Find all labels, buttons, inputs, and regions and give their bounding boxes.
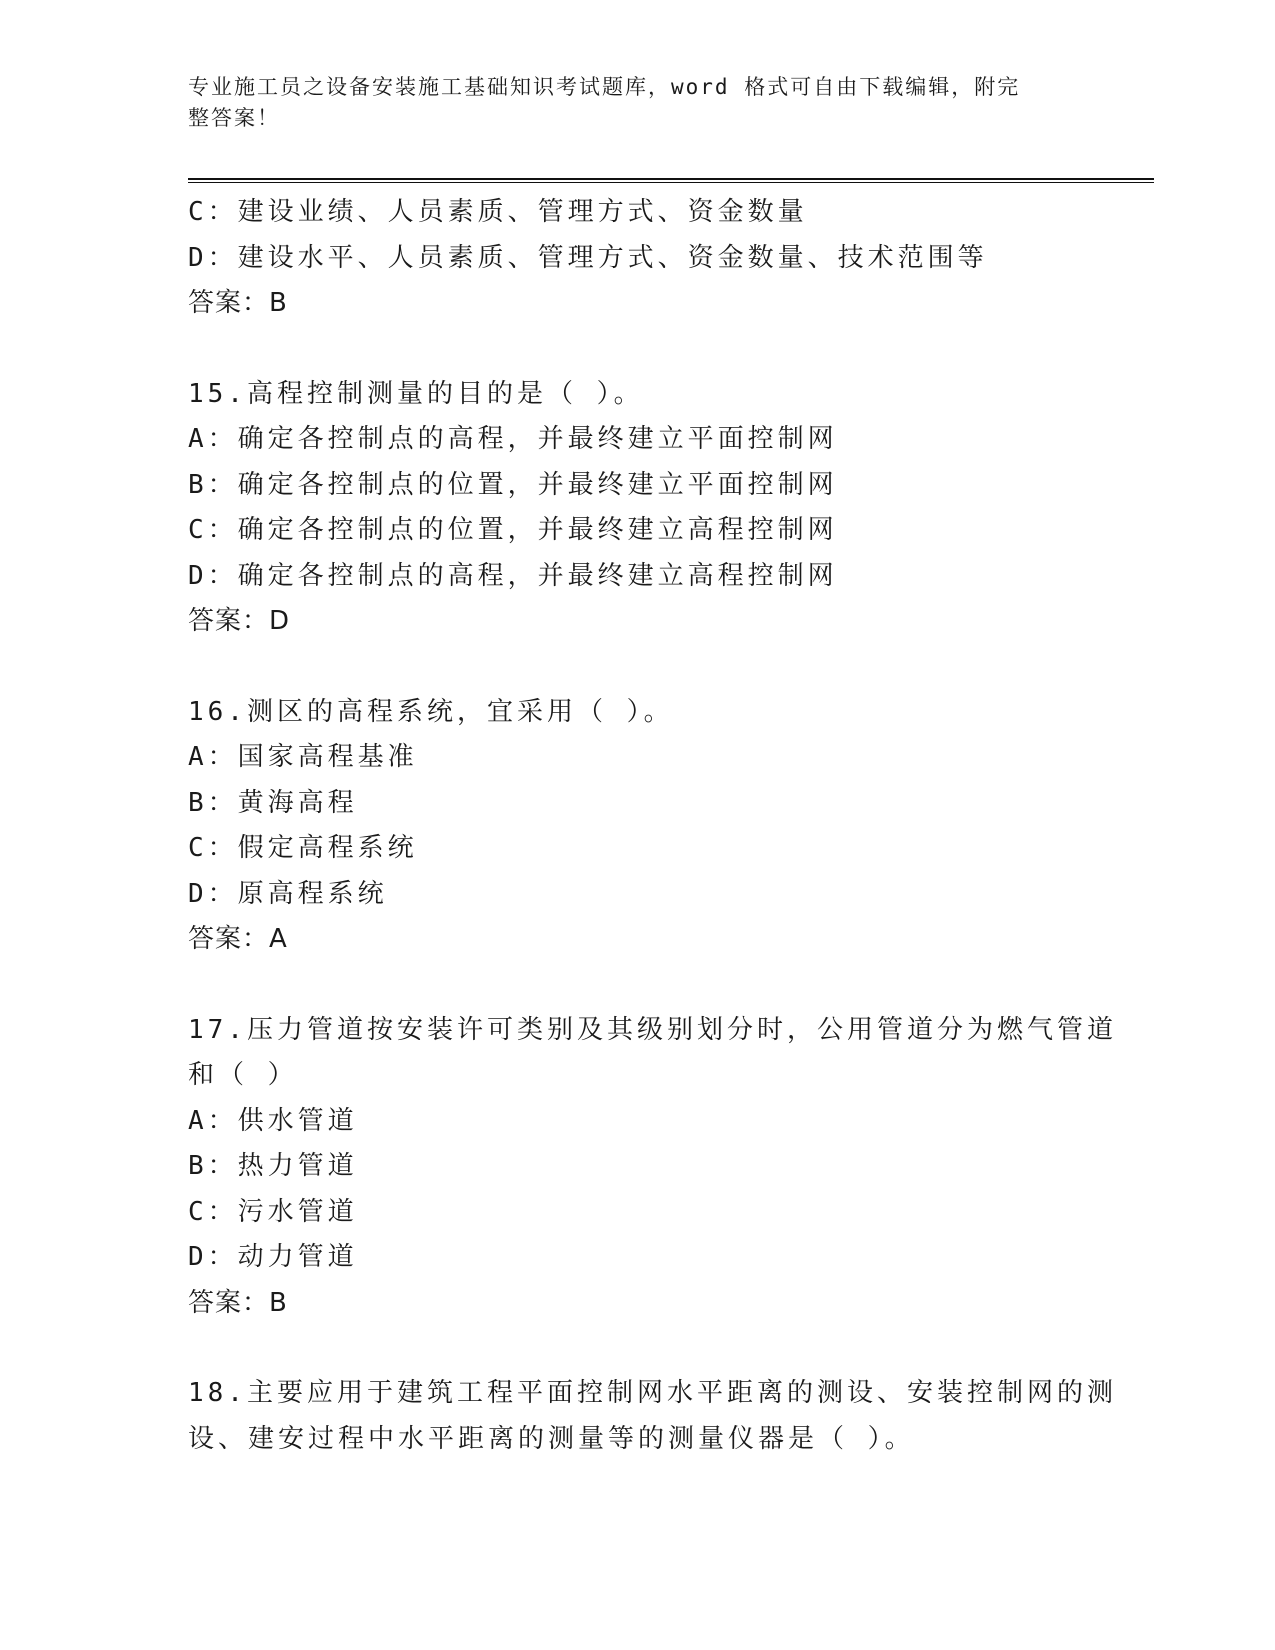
header-line-2: 整答案！: [188, 106, 280, 130]
question-14-tail: [188, 190, 1088, 327]
question-stem: 17.压力管道按安装许可类别及其级别划分时，公用管道分为燃气管道: [188, 1014, 1117, 1045]
document-header: [188, 72, 1068, 134]
question-15: [188, 372, 1088, 645]
option-d: D：动力管道: [188, 1242, 358, 1272]
answer: 答案：B: [188, 1287, 288, 1318]
answer: 答案：A: [188, 924, 288, 954]
question-stem-cont: 设、建安过程中水平距离的测量等的测量仪器是（ ）。: [188, 1423, 915, 1454]
option-c: C：确定各控制点的位置，并最终建立高程控制网: [188, 515, 838, 545]
spacer: [188, 327, 1088, 372]
question-stem: 18.主要应用于建筑工程平面控制网水平距离的测设、安装控制网的测: [188, 1378, 1117, 1408]
option-a: A：确定各控制点的高程，并最终建立平面控制网: [188, 424, 838, 454]
question-16: [188, 690, 1088, 963]
option-a: A：供水管道: [188, 1105, 358, 1136]
question-list: [188, 190, 1117, 1462]
answer: 答案：B: [188, 288, 288, 318]
answer: 答案：D: [188, 606, 291, 636]
option-b: B：黄海高程: [188, 787, 358, 818]
question-17: [188, 1008, 1117, 1327]
question-stem-cont: 和（ ）: [188, 1060, 298, 1090]
option-d: D：原高程系统: [188, 878, 388, 909]
option-b: B：确定各控制点的位置，并最终建立平面控制网: [188, 469, 838, 500]
question-stem: 16.测区的高程系统，宜采用（ ）。: [188, 696, 674, 727]
option-c: C：污水管道: [188, 1196, 358, 1227]
option-d: D：建设水平、人员素质、管理方式、资金数量、技术范围等: [188, 242, 988, 273]
question-stem: 15.高程控制测量的目的是（ ）。: [188, 378, 644, 409]
header-divider-thick: [188, 178, 1154, 180]
option-a: A：国家高程基准: [188, 742, 418, 772]
option-c: C：建设业绩、人员素质、管理方式、资金数量: [188, 197, 808, 227]
option-d: D：确定各控制点的高程，并最终建立高程控制网: [188, 560, 838, 591]
option-c: C：假定高程系统: [188, 833, 418, 863]
spacer: [188, 963, 1088, 1008]
spacer: [188, 1326, 1088, 1371]
option-b: B：热力管道: [188, 1151, 358, 1181]
header-divider-thin: [188, 182, 1154, 183]
header-line-1: 专业施工员之设备安装施工基础知识考试题库，word 格式可自由下载编辑，附完: [188, 75, 1021, 99]
question-18: [188, 1371, 1117, 1462]
spacer: [188, 645, 1088, 690]
